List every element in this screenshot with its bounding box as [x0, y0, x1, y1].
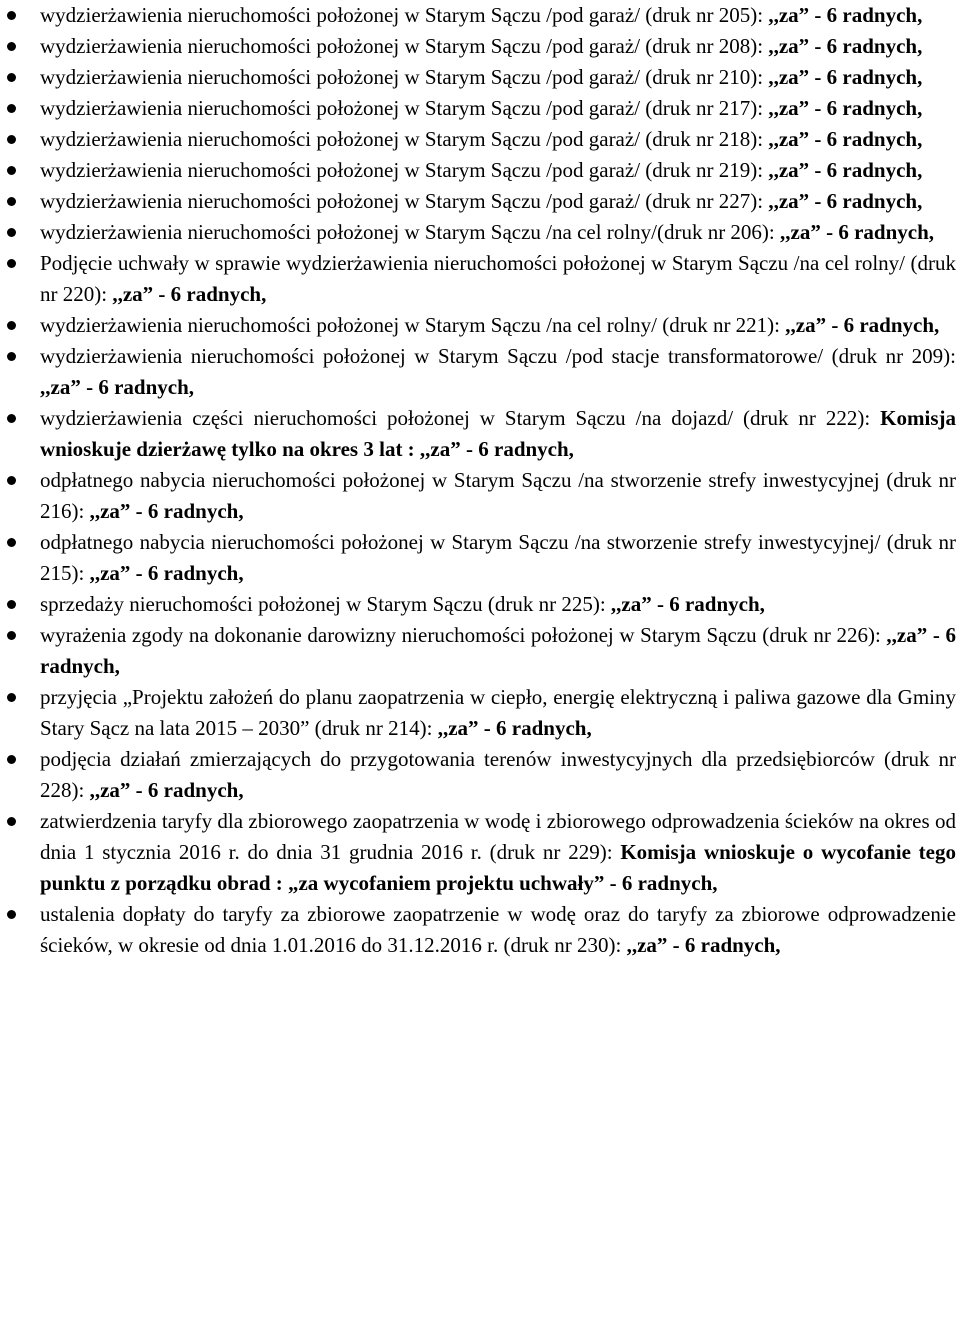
vote-result: ,,za” - 6 radnych,	[626, 933, 781, 957]
list-item	[40, 341, 956, 403]
list-item	[40, 527, 956, 589]
list-item	[40, 682, 956, 744]
list-item	[40, 403, 956, 465]
vote-result: ,,za” - 6 radnych,	[40, 375, 194, 399]
list-item	[40, 186, 956, 217]
list-item	[40, 155, 956, 186]
vote-result: ,,za” - 6 radnych,	[89, 561, 244, 585]
vote-result: Komisja wnioskuje o wycofanie tego punktu z porządku obrad : „za wycofaniem projektu uchwały” - 6 radnych,	[40, 840, 956, 895]
item-text: wyrażenia zgody na dokonanie darowizny nieruchomości położonej w Starym Sączu (druk nr 226):	[40, 623, 887, 647]
item-text: odpłatnego nabycia nieruchomości położonej w Starym Sączu /na stworzenie strefy inwestycyjnej (druk nr 216):	[40, 468, 956, 523]
vote-result: ,,za” - 6 radnych,	[437, 716, 592, 740]
item-text: ustalenia dopłaty do taryfy za zbiorowe zaopatrzenie w wodę oraz do taryfy za zbiorowe odprowadzenie ścieków, w okresie od dnia 1.01.2016 do 31.12.2016 r. (druk nr 230):	[40, 902, 956, 957]
item-text: podjęcia działań zmierzających do przygotowania terenów inwestycyjnych dla przedsiębiorców (druk nr 228):	[40, 747, 956, 802]
vote-result: ,,za” - 6 radnych,	[780, 220, 935, 244]
vote-result: ,,za” - 6 radnych,	[112, 282, 267, 306]
vote-result: ,,za” - 6 radnych,	[768, 158, 923, 182]
item-text: zatwierdzenia taryfy dla zbiorowego zaopatrzenia w wodę i zbiorowego odprowadzenia ścieków na okres od dnia 1 stycznia 2016 r. do dnia 31 grudnia 2016 r. (druk nr 229):	[40, 809, 956, 864]
list-item	[40, 899, 956, 961]
vote-result: ,,za” - 6 radnych,	[785, 313, 940, 337]
list-item	[40, 589, 956, 620]
vote-result: ,,za” - 6 radnych,	[768, 34, 923, 58]
list-item	[40, 620, 956, 682]
item-text: wydzierżawienia nieruchomości położonej w Starym Sączu /na cel rolny/ (druk nr 221):	[40, 313, 786, 337]
vote-result: ,,za” - 6 radnych,	[89, 778, 244, 802]
list-item	[40, 806, 956, 899]
item-text: wydzierżawienia nieruchomości położonej w Starym Sączu /pod garaż/ (druk nr 218):	[40, 127, 769, 151]
item-text: wydzierżawienia nieruchomości położonej w Starym Sączu /pod garaż/ (druk nr 208):	[40, 34, 769, 58]
item-text: odpłatnego nabycia nieruchomości położonej w Starym Sączu /na stworzenie strefy inwestycyjnej/ (druk nr 215):	[40, 530, 956, 585]
item-text: wydzierżawienia nieruchomości położonej w Starym Sączu /na cel rolny/(druk nr 206):	[40, 220, 781, 244]
vote-result: ,,za” - 6 radnych,	[768, 96, 923, 120]
vote-result: ,,za” - 6 radnych,	[40, 623, 956, 678]
list-item	[40, 217, 956, 248]
item-text: sprzedaży nieruchomości położonej w Starym Sączu (druk nr 225):	[40, 592, 611, 616]
item-text: wydzierżawienia nieruchomości położonej w Starym Sączu /pod garaż/ (druk nr 227):	[40, 189, 769, 213]
list-item	[40, 31, 956, 62]
vote-result: ,,za” - 6 radnych,	[768, 3, 923, 27]
vote-result: ,,za” - 6 radnych,	[768, 189, 923, 213]
item-text: wydzierżawienia części nieruchomości położonej w Starym Sączu /na dojazd/ (druk nr 222):	[40, 406, 881, 430]
vote-result: Komisja wnioskuje dzierżawę tylko na okres 3 lat : ,,za” - 6 radnych,	[40, 406, 956, 461]
list-item	[40, 124, 956, 155]
item-text: wydzierżawienia nieruchomości położonej w Starym Sączu /pod garaż/ (druk nr 219):	[40, 158, 769, 182]
list-item	[40, 62, 956, 93]
vote-result: ,,za” - 6 radnych,	[768, 65, 923, 89]
item-text: wydzierżawienia nieruchomości położonej w Starym Sączu /pod garaż/ (druk nr 217):	[40, 96, 769, 120]
resolution-list	[40, 0, 956, 961]
vote-result: ,,za” - 6 radnych,	[89, 499, 244, 523]
list-item	[40, 744, 956, 806]
item-text: Podjęcie uchwały w sprawie wydzierżawienia nieruchomości położonej w Starym Sączu /na cel rolny/ (druk nr 220):	[40, 251, 956, 306]
item-text: przyjęcia „Projektu założeń do planu zaopatrzenia w ciepło, energię elektryczną i paliwa gazowe dla Gminy Stary Sącz na lata 2015 – 2030” (druk nr 214):	[40, 685, 956, 740]
item-text: wydzierżawienia nieruchomości położonej w Starym Sączu /pod stacje transformatorowe/ (druk nr 209):	[40, 344, 956, 368]
vote-result: ,,za” - 6 radnych,	[610, 592, 765, 616]
item-text: wydzierżawienia nieruchomości położonej w Starym Sączu /pod garaż/ (druk nr 210):	[40, 65, 769, 89]
list-item	[40, 248, 956, 310]
vote-result: ,,za” - 6 radnych,	[768, 127, 923, 151]
list-item	[40, 93, 956, 124]
list-item	[40, 0, 956, 31]
list-item	[40, 310, 956, 341]
list-item	[40, 465, 956, 527]
item-text: wydzierżawienia nieruchomości położonej w Starym Sączu /pod garaż/ (druk nr 205):	[40, 3, 769, 27]
